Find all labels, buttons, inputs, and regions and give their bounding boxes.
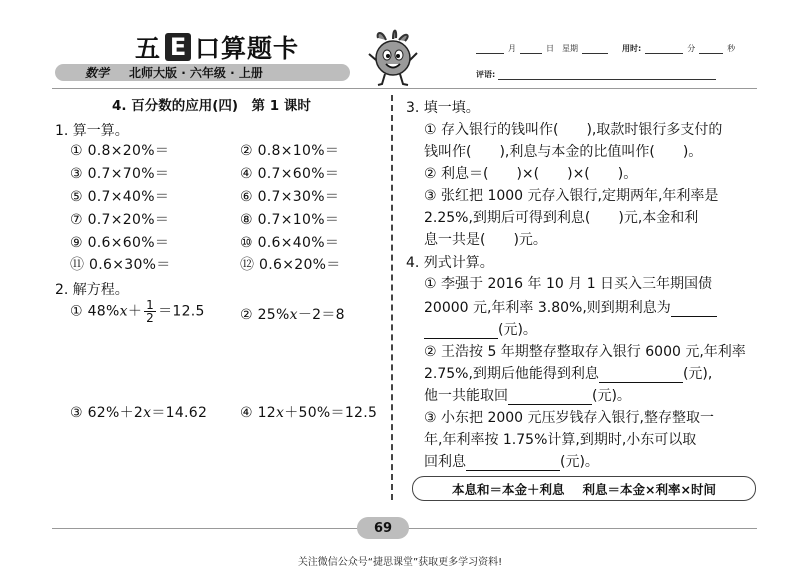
brand-suffix: 口算题卡 [195,34,300,63]
fill-q2-line1: ② 利息＝( )×( )×( )。 [424,166,638,182]
calc-item-12: ⑫ 0.6×20%＝ [240,257,341,273]
fill-q3-line1: ③ 张红把 1000 元存入银行,定期两年,年利率是 [424,188,719,204]
time-used-label: 用时: [622,44,642,53]
formula-interest: 利息＝本金×利率×时间 [582,481,716,497]
calc-item-7: ⑦ 0.7×20%＝ [70,212,170,228]
header-rule [52,88,757,89]
weekday-label: 星期 [562,44,578,53]
brand-prefix: 五 [135,34,162,63]
weekday-blank[interactable] [582,45,608,54]
calc-item-6: ⑥ 0.7×30%＝ [240,189,340,205]
minutes-blank[interactable] [645,45,683,54]
fraction-one-half [144,299,156,324]
column-divider [391,95,393,500]
answer-blank-q2b[interactable] [508,391,592,405]
brand-e-badge: E [165,33,191,61]
equation-3 [70,402,207,422]
seconds-label: 秒 [727,44,736,53]
equation-4-var: x [276,405,285,421]
evaluation-field [476,69,716,80]
brand-logo [135,30,299,64]
calc-q2-line3-text: 他一共能取回 [424,388,508,404]
equation-1 [70,299,205,324]
equation-3-prefix: ③ 62%＋2 [70,405,144,421]
equation-1-var: x [119,303,128,320]
equation-4 [240,402,377,422]
subject-bar [55,64,350,81]
fraction-numerator: 1 [146,298,155,312]
evaluation-label: 评语: [476,70,496,79]
formula-box [412,476,756,501]
equation-2-var: x [289,307,298,323]
mascot-icon [366,26,420,88]
lesson-title: 4. 百分数的应用(四) 第 1 课时 [112,98,311,114]
page-number: 69 [357,517,409,539]
calc-q2-line2-unit: (元), [682,366,713,382]
calc-q3-line3-text: 回利息 [424,454,466,470]
calc-q2-line1: ② 王浩按 5 年期整存整取存入银行 6000 元,年利率 [424,344,746,360]
fill-q1-line1: ① 存入银行的钱叫作( ),取款时银行多支付的 [424,122,723,138]
calc-q2-line3-unit: (元)。 [592,388,631,404]
answer-blank-q1b[interactable] [424,325,498,339]
calc-q3-line3-unit: (元)。 [560,454,599,470]
calc-item-1: ① 0.8×20%＝ [70,143,170,159]
equation-2-prefix: ② 25% [240,307,290,323]
edition-label: 北师大版 · 六年级 · 上册 [129,66,263,80]
equation-1-plus: ＋ [127,303,143,320]
calc-item-10: ⑩ 0.6×40%＝ [240,235,340,251]
equation-2-suffix: －2＝8 [297,307,345,323]
equation-4-suffix: ＋50%＝12.5 [284,405,378,421]
calc-q1-line1: ① 李强于 2016 年 10 月 1 日买入三年期国债 [424,276,713,292]
fill-q1-line2: 钱叫作( ),利息与本金的比值叫作( )。 [424,144,703,160]
calc-q2-line2-text: 2.75%,到期后他能得到利息 [424,366,599,382]
equation-3-var: x [143,405,152,421]
calc-q3-line1: ③ 小东把 2000 元压岁钱存入银行,整存整取一 [424,410,714,426]
equation-1-suffix: ＝12.5 [158,303,205,320]
evaluation-blank[interactable] [498,71,716,80]
answer-blank-q1a[interactable] [671,303,717,317]
calc-q3-line3 [424,451,599,471]
calc-item-4: ④ 0.7×60%＝ [240,166,340,182]
equation-3-suffix: ＝14.62 [151,405,208,421]
calc-q2-line3 [424,385,631,405]
calc-item-11: ⑪ 0.6×30%＝ [70,257,171,273]
date-time-fields [476,43,739,54]
minutes-label: 分 [687,44,696,53]
day-label: 日 [546,44,554,53]
calc-item-2: ② 0.8×10%＝ [240,143,340,159]
section3-title: 3. 填一填。 [406,100,480,116]
calc-q2-line2 [424,363,712,383]
answer-blank-q2a[interactable] [599,369,683,383]
footer-note: 关注微信公众号“捷思课堂”获取更多学习资料! [297,557,503,568]
calc-q1-line2-text: 20000 元,年利率 3.80%,则到期利息为 [424,300,671,316]
month-label: 月 [508,44,516,53]
calc-q1-line3-text: (元)。 [498,322,537,338]
equation-4-prefix: ④ 12 [240,405,277,421]
equation-2 [240,304,345,324]
calc-item-5: ⑤ 0.7×40%＝ [70,189,170,205]
calc-q3-line2: 年,年利率按 1.75%计算,到期时,小东可以取 [424,432,697,448]
section4-title: 4. 列式计算。 [406,255,494,271]
seconds-blank[interactable] [699,45,723,54]
equation-1-prefix: ① 48% [70,303,120,320]
fraction-denominator: 2 [146,311,155,325]
subject-label: 数学 [85,66,110,80]
formula-principal-interest: 本息和＝本金＋利息 [452,481,565,497]
fill-q3-line3: 息一共是( )元。 [424,232,547,248]
day-blank[interactable] [520,45,542,54]
calc-q1-line3 [424,319,537,339]
fill-q3-line2: 2.25%,到期后可得到利息( )元,本金和利 [424,210,699,226]
calc-item-9: ⑨ 0.6×60%＝ [70,235,170,251]
section2-title: 2. 解方程。 [55,282,129,298]
calc-item-8: ⑧ 0.7×10%＝ [240,212,340,228]
calc-q1-line2 [424,297,717,317]
month-blank[interactable] [476,45,504,54]
answer-blank-q3[interactable] [466,457,560,471]
section1-title: 1. 算一算。 [55,123,129,139]
calc-item-3: ③ 0.7×70%＝ [70,166,170,182]
